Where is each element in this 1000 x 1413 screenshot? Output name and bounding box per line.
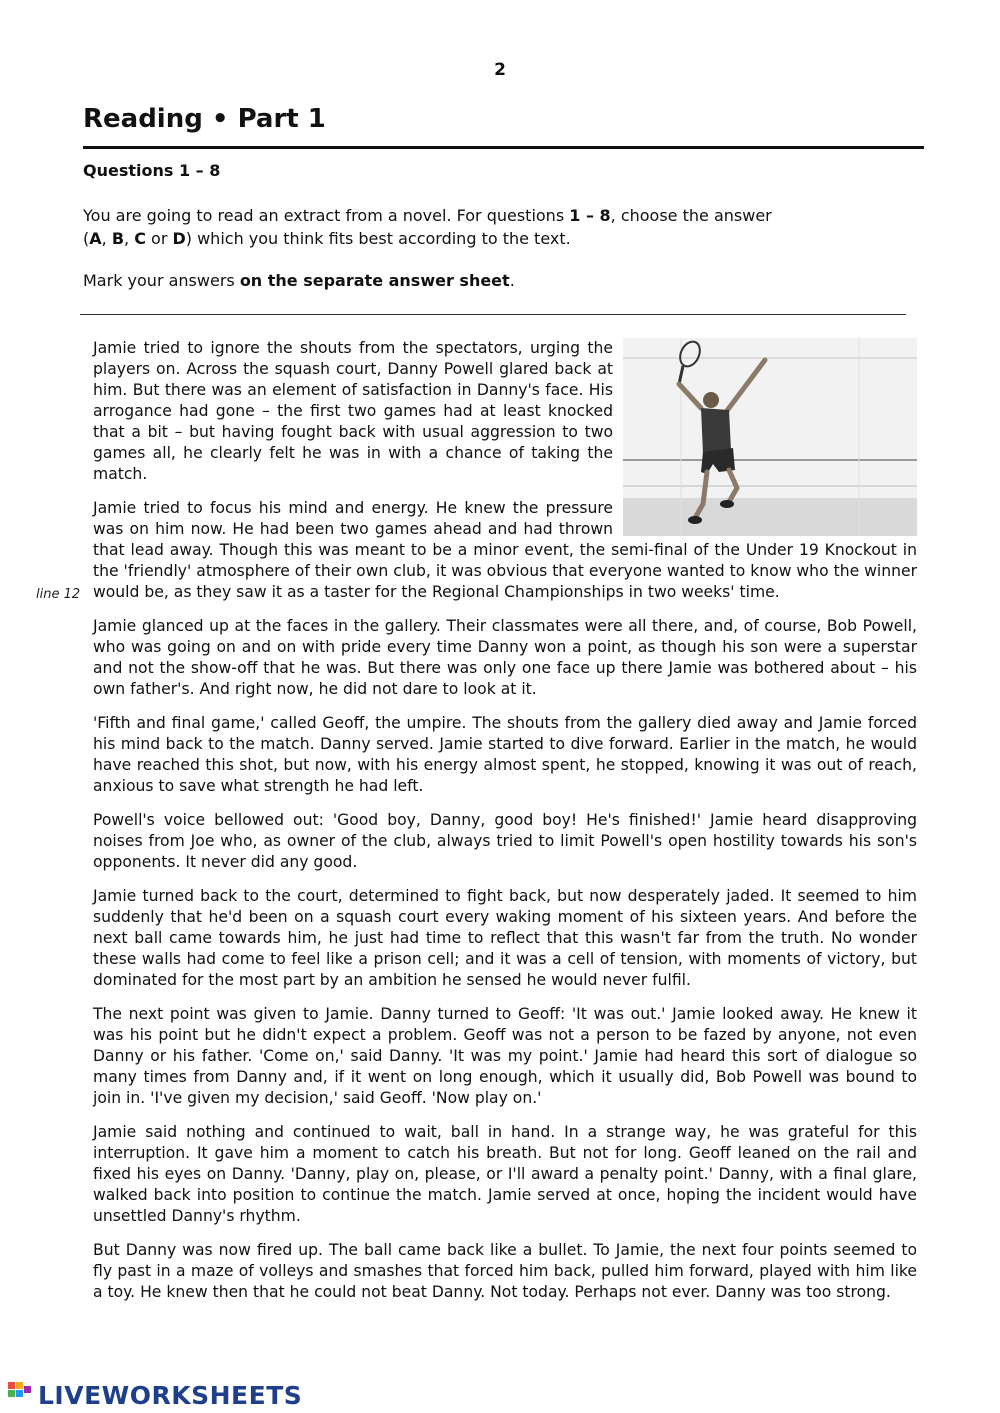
passage-paragraph-6: Jamie turned back to the court, determined to fight back, but now desperately jaded. It seemed to him suddenly that he'd been on a squash court every waking moment of his sixteen years. And before the next ball came towards him, he just had time to reflect that this wasn't far from the truth. No wonder these walls had come to feel like a prison cell; and it was a cell of tension, with moments of victory, but dominated for the most part by an ambition he sensed he would never fulfil. [93, 887, 917, 989]
option-d: D [172, 229, 186, 248]
mark-text-1: Mark your answers [83, 271, 240, 290]
reading-passage [93, 338, 917, 1316]
instructions-sep-2: , [124, 229, 135, 248]
footer-brand-text: LIVEWORKSHEETS [38, 1380, 303, 1410]
passage-paragraph-9: But Danny was now fired up. The ball came back like a bullet. To Jamie, the next four points seemed to fly past in a maze of volleys and smashes that forced him back, pulled him forward, played with him like a toy. He knew then that he could not beat Danny. Not today. Perhaps not ever. Danny was too strong. [93, 1241, 917, 1301]
option-a: A [89, 229, 102, 248]
line-reference: line 12 [36, 587, 81, 602]
instructions-line-1 [83, 204, 843, 227]
questions-label: Questions 1 – 8 [83, 161, 221, 180]
squash-player-illustration [623, 338, 917, 536]
passage-paragraph-3: Jamie glanced up at the faces in the gallery. Their classmates were all there, and, of course, Bob Powell, who was going on and on with pride every time Danny won a point, as though his son were a superstar and not the show-off that he was. But there was only one face up there Jamie was bothered about – his own father's. And right now, he did not dare to look at it. [93, 617, 917, 698]
title-divider [83, 146, 924, 149]
passage-paragraph-8: Jamie said nothing and continued to wait, ball in hand. In a strange way, he was grateful for this interruption. It gave him a moment to catch his breath. But not for long. Geoff leaned on the rail and fixed his eyes on Danny. 'Danny, play on, please, or I'll award a penalty point.' Danny, with a final glare, walked back into position to continue the match. Jamie served at once, hoping the incident would have unsettled Danny's rhythm. [93, 1123, 917, 1225]
footer-brand[interactable] [8, 1380, 302, 1410]
liveworksheets-logo-icon [8, 1380, 34, 1410]
instructions-text-3: ) which you think fits best according to the text. [185, 229, 571, 248]
instructions-line-2 [83, 227, 843, 250]
page-number: 2 [494, 60, 506, 80]
page-title: Reading • Part 1 [83, 104, 326, 134]
option-b: B [111, 229, 125, 248]
squash-player-photo [623, 338, 917, 536]
instructions [83, 204, 843, 250]
passage-paragraph-7: The next point was given to Jamie. Danny turned to Geoff: 'It was out.' Jamie looked away. He knew it was his point but he didn't expect a problem. Geoff was not a person to be fazed by anyone, not even Danny or his father. 'Come on,' said Danny. 'It was my point.' Jamie had heard this sort of dialogue so many times from Danny and, if it went on long enough, which it usually did, Bob Powell was bound to join in. 'I've given my decision,' said Geoff. 'Now play on.' [93, 1005, 917, 1107]
passage-paragraph-5: Powell's voice bellowed out: 'Good boy, Danny, good boy! He's finished!' Jamie heard disapproving noises from Joe who, as owner of the club, always tried to limit Powell's open hostility towards his son's opponents. It never did any good. [93, 811, 917, 871]
section-divider [80, 314, 906, 315]
instructions-range: 1 – 8 [569, 206, 611, 225]
passage-paragraph-4: 'Fifth and final game,' called Geoff, the umpire. The shouts from the gallery died away and Jamie forced his mind back to the match. Danny served. Jamie started to dive forward. Earlier in the match, he would have reached this shot, but now, with his energy almost spent, he stopped, knowing it was out of reach, anxious to save what strength he had left. [93, 714, 917, 795]
instructions-sep-1: , [101, 229, 112, 248]
mark-text-2: . [509, 271, 515, 290]
mark-text-bold: on the separate answer sheet [239, 271, 510, 290]
passage-paragraph-2: Jamie tried to focus his mind and energy. He knew the pressure was on him now. He had been two games ahead and had thrown that lead away. Though this was meant to be a minor event, the semi-final of the Under 19 Knockout in the 'friendly' atmosphere of their own club, it was obvious that everyone wanted to know who the winner would be, as they saw it as a taster for the Regional Championships in two weeks' time. [93, 499, 917, 601]
instructions-or: or [145, 229, 173, 248]
instructions-text-1: You are going to read an extract from a novel. For questions [83, 206, 570, 225]
option-c: C [134, 229, 146, 248]
passage-paragraph-1: Jamie tried to ignore the shouts from the spectators, urging the players on. Across the squash court, Danny Powell glared back at him. But there was an element of satisfaction in Danny's face. His arrogance had gone – the first two games had at least knocked that a bit – but having fought back with usual aggression to two games all, he clearly felt he was in with a chance of taking the match. [93, 339, 613, 483]
mark-answers-instruction [83, 271, 515, 290]
instructions-paren: ( [83, 229, 90, 248]
instructions-text-2: , choose the answer [610, 206, 772, 225]
